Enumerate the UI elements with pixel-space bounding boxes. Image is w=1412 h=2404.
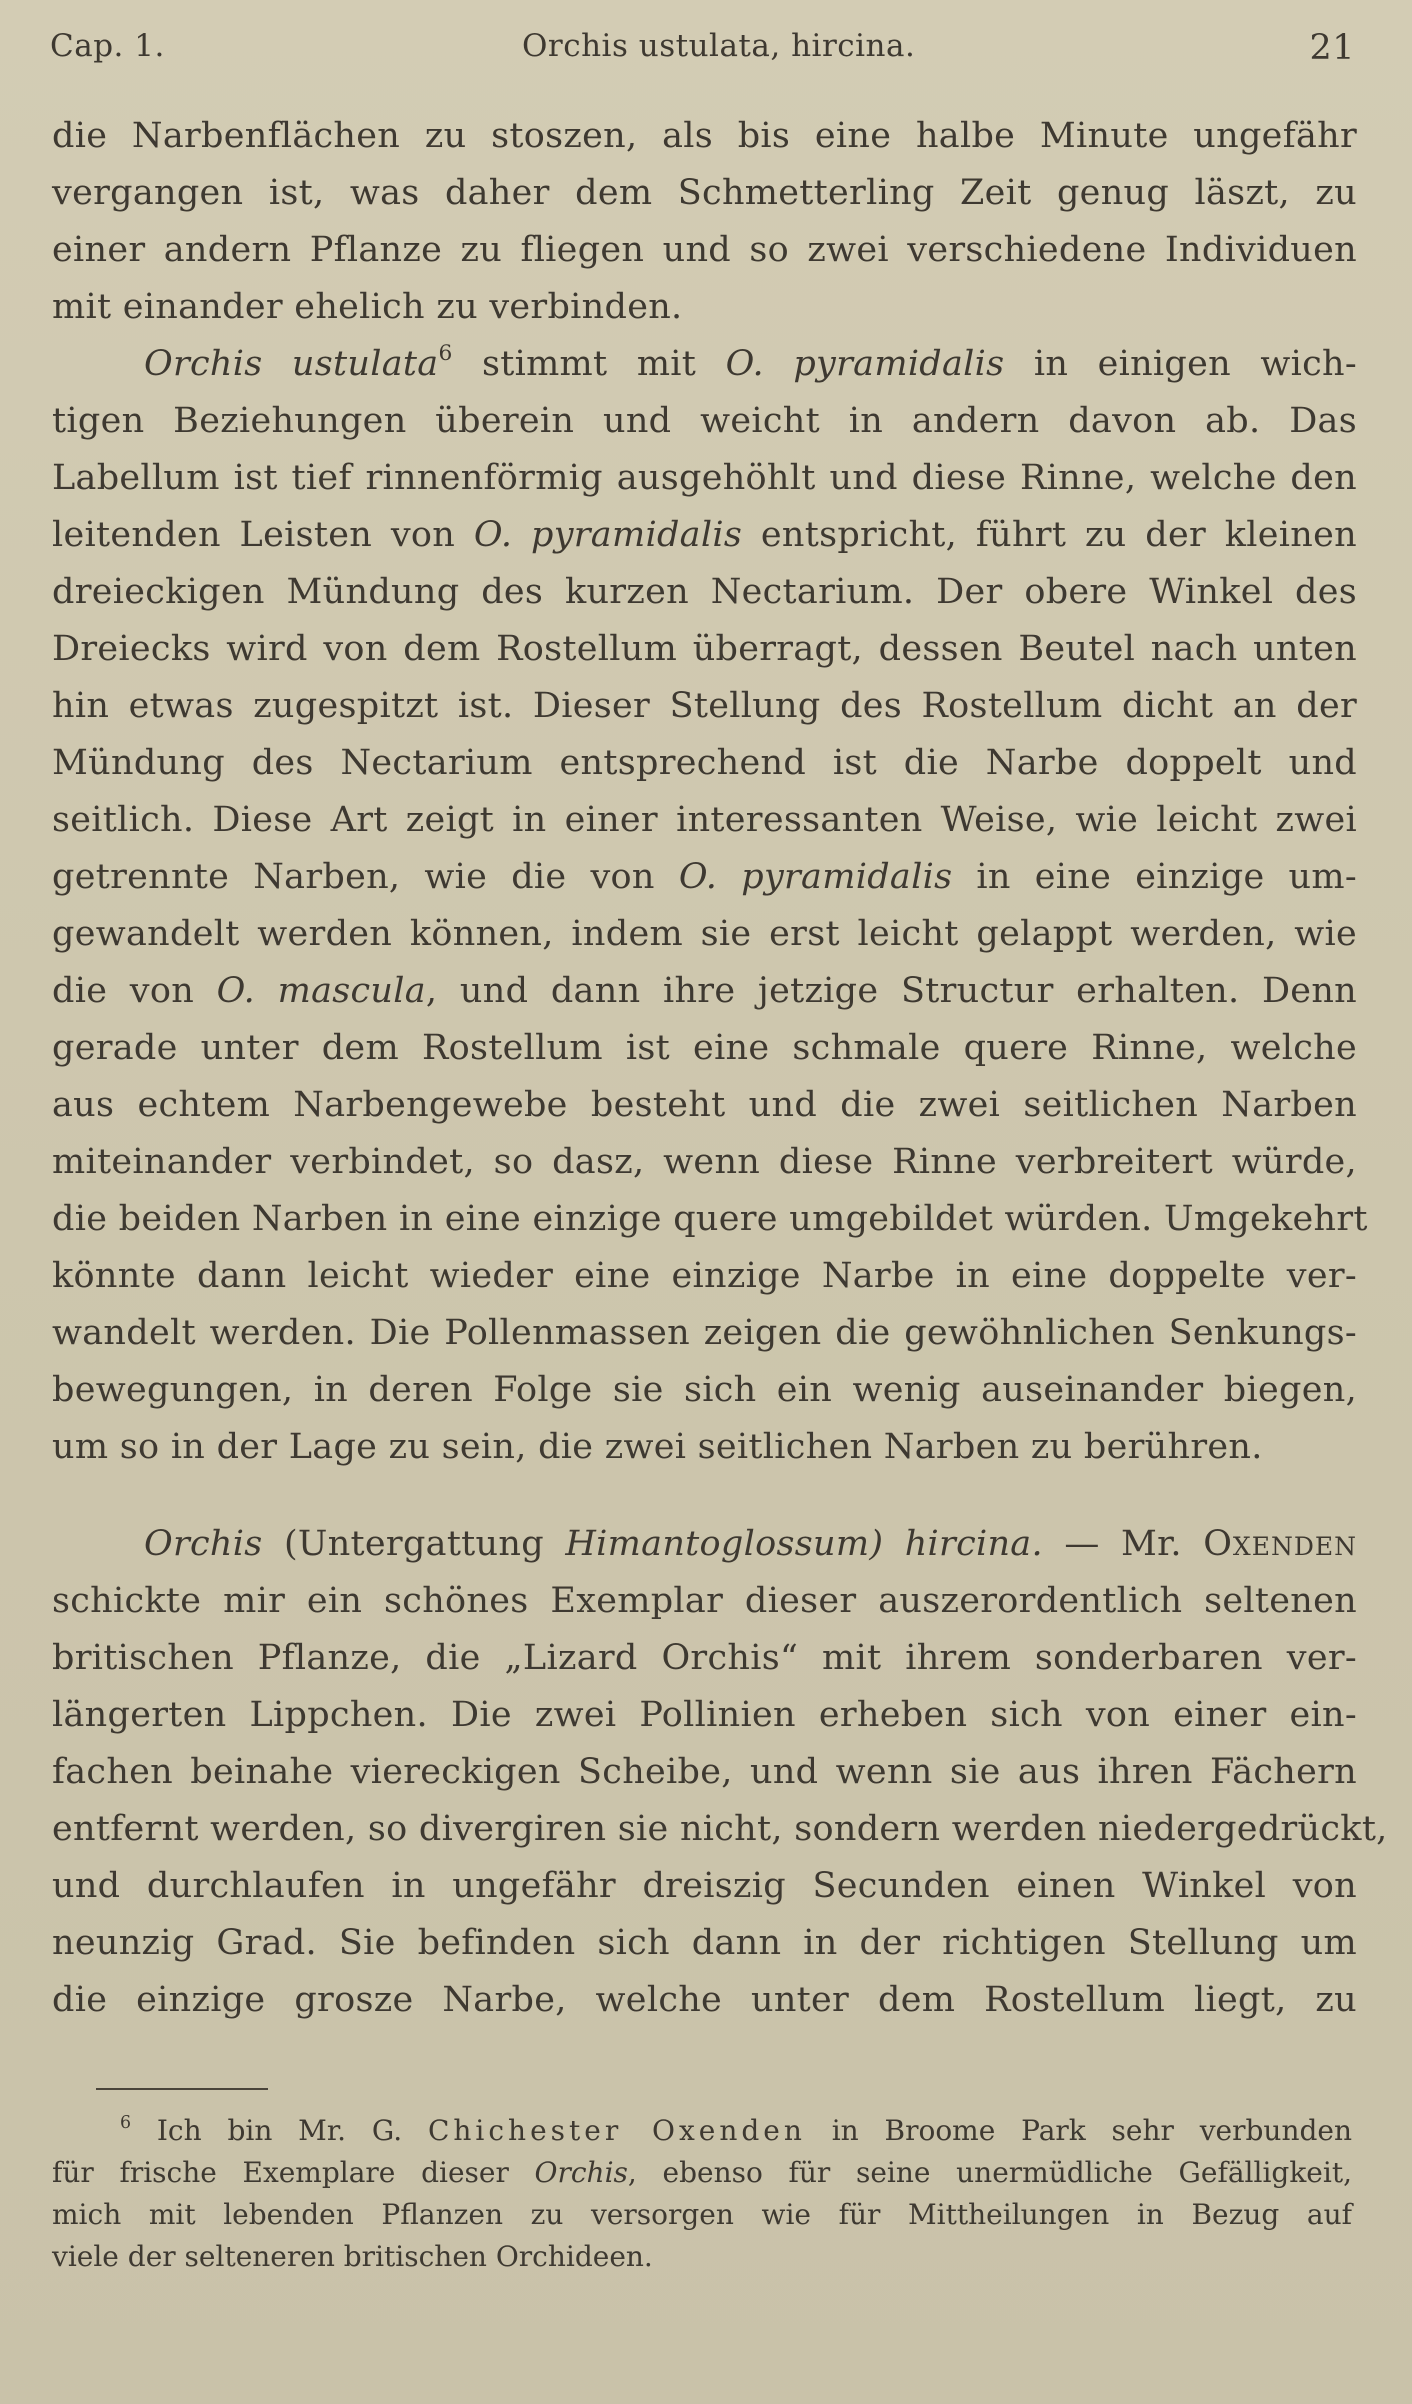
text-line: mit einander ehelich zu verbinden. [52, 287, 683, 327]
text-line: und durchlaufen in ungefähr dreiszig Secunden einen Winkel von [52, 1866, 1357, 1906]
text-span: die von [52, 971, 217, 1011]
text-line: Dreiecks wird von dem Rostellum überragt, dessen Beutel nach unten [52, 629, 1357, 669]
text-span: , ebenso für seine unermüdliche Gefälligkeit, [627, 2156, 1352, 2189]
text-span: in Broome Park sehr verbunden [805, 2114, 1353, 2147]
text-span: — Mr. [1042, 1524, 1204, 1564]
footnote-ref: 6 [438, 340, 453, 366]
text-line: einer andern Pflanze zu fliegen und so zwei verschiedene Individuen [52, 230, 1357, 270]
text-line: Mündung des Nectarium entsprechend ist die Narbe doppelt und [52, 743, 1357, 783]
species-name: O. pyramidalis [473, 515, 743, 555]
text-line: aus echtem Narbengewebe besteht und die zwei seitlichen Narben [52, 1085, 1357, 1125]
species-name: Orchis ustulata [144, 344, 439, 384]
species-name: O. pyramidalis [678, 857, 953, 897]
text-line: die einzige grosze Narbe, welche unter dem Rostellum liegt, zu [52, 1980, 1357, 2020]
text-line [52, 336, 1357, 393]
page-number: 21 [1309, 28, 1355, 68]
footnote-line: mich mit lebenden Pflanzen zu versorgen wie für Mittheilungen in Bezug auf [52, 2198, 1352, 2231]
text-line: tigen Beziehungen überein und weicht in andern davon ab. Das [52, 401, 1357, 441]
text-line: längerten Lippchen. Die zwei Pollinien erheben sich von einer ein- [52, 1695, 1357, 1735]
text-line: dreieckigen Mündung des kurzen Nectarium. Der obere Winkel des [52, 572, 1357, 612]
text-line: die Narbenflächen zu stoszen, als bis eine halbe Minute ungefähr [52, 116, 1357, 156]
text-line: schickte mir ein schönes Exemplar dieser auszerordentlich seltenen [52, 1581, 1357, 1621]
person-name: Oxenden [1203, 1524, 1357, 1564]
footnote-line: viele der selteneren britischen Orchideen. [52, 2240, 653, 2273]
paragraph-continued [52, 108, 1357, 336]
text-line: seitlich. Diese Art zeigt in einer interessanten Weise, wie leicht zwei [52, 800, 1357, 840]
footnote-number: 6 [120, 2112, 132, 2133]
species-name: O. mascula [216, 971, 426, 1011]
text-span: stimmt mit [452, 344, 726, 384]
footnotes [52, 2110, 1352, 2278]
paragraph-orchis-hircina [52, 1516, 1388, 2029]
text-span: in eine einzige um- [952, 857, 1358, 897]
text-line: fachen beinahe viereckigen Scheibe, und wenn sie aus ihren Fächern [52, 1752, 1357, 1792]
running-header [50, 28, 1355, 76]
footnote-line [52, 2110, 1352, 2152]
text-line: britischen Pflanze, die „Lizard Orchis“ mit ihrem sonderbaren ver- [52, 1638, 1357, 1678]
text-span: leitenden Leisten von [52, 515, 474, 555]
species-name: Orchis [534, 2156, 628, 2189]
text-span: in einigen wich- [1004, 344, 1358, 384]
species-name: O. pyramidalis [725, 344, 1005, 384]
text-line: um so in der Lage zu sein, die zwei seitlichen Narben zu berühren. [52, 1427, 1263, 1467]
text-line: vergangen ist, was daher dem Schmetterling Zeit genug läszt, zu [52, 173, 1357, 213]
footnote-line [52, 2152, 1352, 2194]
text-line: wandelt werden. Die Pollenmassen zeigen die gewöhnlichen Senkungs- [52, 1313, 1357, 1353]
text-line [52, 963, 1357, 1020]
paragraph-orchis-ustulata [52, 336, 1368, 1476]
text-line [52, 849, 1357, 906]
text-line: gewandelt werden können, indem sie erst leicht gelappt werden, wie [52, 914, 1357, 954]
text-span: , und dann ihre jetzige Structur erhalten. Denn [425, 971, 1357, 1011]
species-name: Orchis [144, 1524, 263, 1564]
running-title: Orchis ustulata, hircina. [522, 28, 916, 64]
main-text [52, 108, 1388, 2029]
text-line: Labellum ist tief rinnenförmig ausgehöhlt und diese Rinne, welche den [52, 458, 1357, 498]
text-line: die beiden Narben in eine einzige quere umgebildet würden. Umgekehrt [52, 1199, 1368, 1239]
text-span: getrennte Narben, wie die von [52, 857, 679, 897]
text-line: gerade unter dem Rostellum ist eine schmale quere Rinne, welche [52, 1028, 1357, 1068]
text-line: entfernt werden, so divergiren sie nicht, sondern werden niedergedrückt, [52, 1809, 1388, 1849]
text-span: Ich bin Mr. G. [131, 2114, 428, 2147]
text-line [52, 507, 1357, 564]
text-span: für frische Exemplare dieser [52, 2156, 535, 2189]
species-name: Himantoglossum) hircina. [565, 1524, 1043, 1564]
text-line: miteinander verbindet, so dasz, wenn diese Rinne verbreitert würde, [52, 1142, 1357, 1182]
text-line: neunzig Grad. Sie befinden sich dann in der richtigen Stellung um [52, 1923, 1357, 1963]
person-name: Chichester Oxenden [427, 2114, 806, 2147]
text-span: entspricht, führt zu der kleinen [742, 515, 1357, 555]
chapter-label: Cap. 1. [50, 28, 165, 64]
footnote-divider [96, 2088, 268, 2090]
text-span: (Untergattung [262, 1524, 566, 1564]
text-line [52, 1516, 1357, 1573]
text-line: bewegungen, in deren Folge sie sich ein wenig auseinander biegen, [52, 1370, 1357, 1410]
text-line: könnte dann leicht wieder eine einzige Narbe in eine doppelte ver- [52, 1256, 1357, 1296]
text-line: hin etwas zugespitzt ist. Dieser Stellung des Rostellum dicht an der [52, 686, 1357, 726]
